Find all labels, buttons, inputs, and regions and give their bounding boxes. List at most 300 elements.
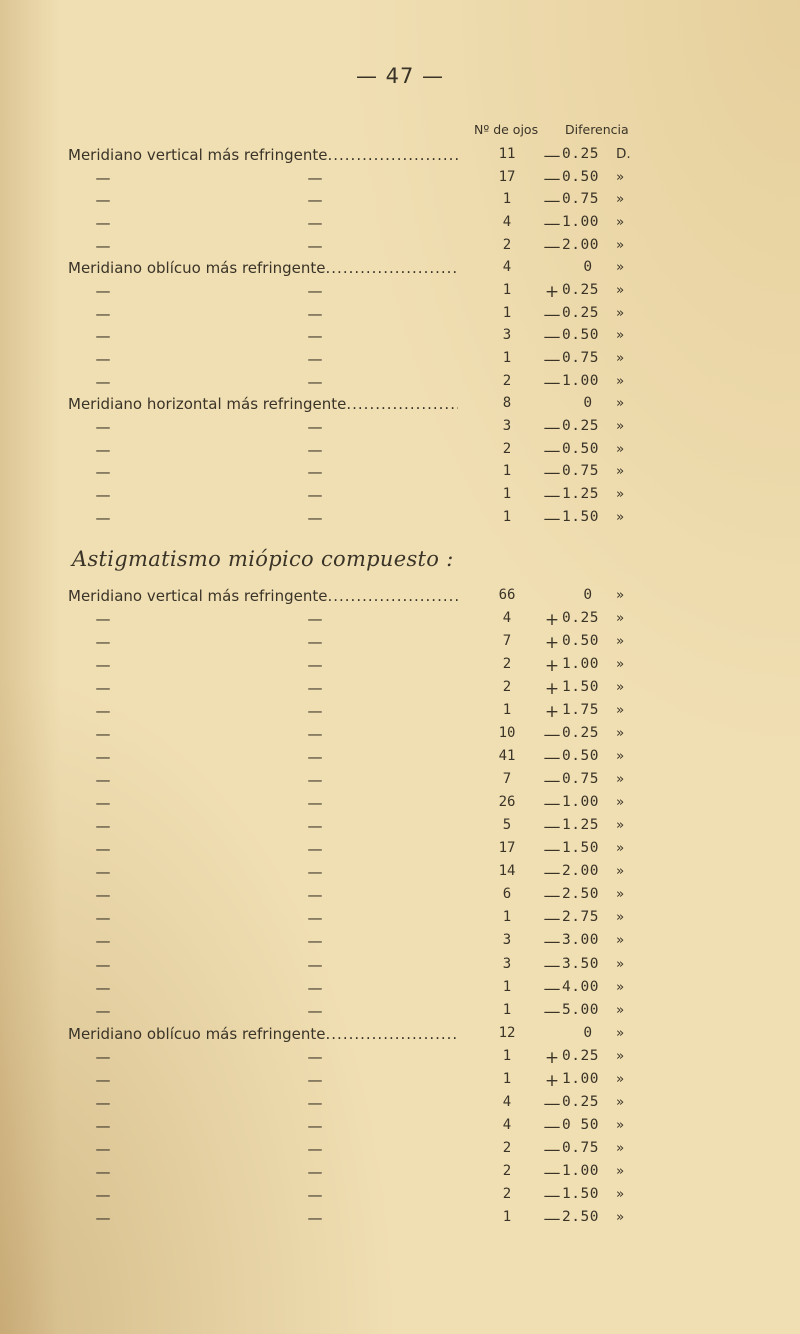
table-row	[0, 587, 800, 610]
ditto-mark: —	[95, 1116, 111, 1135]
table-compound	[0, 587, 800, 1232]
ditto-mark: —	[307, 748, 323, 767]
sign: —	[543, 463, 561, 484]
unit: »	[616, 863, 625, 880]
difference-value: 2.00	[562, 863, 599, 880]
difference-value: 1.00	[562, 372, 599, 389]
eye-count: 7	[502, 771, 512, 788]
difference-value: 0.25	[562, 304, 599, 321]
table-row	[0, 633, 800, 656]
eye-count: 1	[502, 485, 512, 502]
sign: —	[543, 349, 561, 370]
eye-count: 1	[502, 702, 512, 719]
row-label: Meridiano vertical más refringente .....	[68, 146, 458, 164]
table-row	[0, 1186, 800, 1209]
difference-value: 0	[583, 1024, 593, 1041]
table-row	[0, 679, 800, 702]
table-row	[0, 169, 800, 192]
ditto-mark: —	[307, 1116, 323, 1135]
unit: »	[616, 440, 625, 457]
unit: »	[616, 725, 625, 742]
ditto-mark: —	[307, 213, 323, 232]
sign: —	[543, 1208, 561, 1229]
sign: —	[543, 417, 561, 438]
eye-count: 2	[502, 440, 512, 457]
sign: +	[544, 702, 560, 723]
unit: »	[616, 748, 625, 765]
difference-value: 1.50	[562, 679, 599, 696]
table-row	[0, 509, 800, 532]
difference-value: 1.00	[562, 213, 599, 230]
ditto-mark: —	[307, 372, 323, 391]
unit: »	[616, 1162, 625, 1179]
unit: »	[616, 679, 625, 696]
ditto-mark: —	[95, 417, 111, 436]
eye-count: 2	[502, 1139, 512, 1156]
eye-count: 3	[502, 417, 512, 434]
sign: —	[543, 863, 561, 884]
unit: »	[616, 1047, 625, 1064]
ditto-mark: —	[307, 863, 323, 882]
eye-count: 4	[502, 213, 512, 230]
table-row	[0, 1094, 800, 1117]
difference-value: 0.75	[562, 463, 599, 480]
ditto-mark: —	[307, 304, 323, 323]
sign: —	[543, 327, 561, 348]
ditto-mark: —	[95, 1162, 111, 1181]
unit: »	[616, 485, 625, 502]
sign: —	[543, 1162, 561, 1183]
ditto-mark: —	[95, 610, 111, 629]
sign: —	[543, 794, 561, 815]
ditto-mark: —	[95, 191, 111, 210]
ditto-mark: —	[95, 1185, 111, 1204]
table-row	[0, 771, 800, 794]
unit: »	[616, 213, 625, 230]
header-eyes: Nº de ojos	[474, 122, 539, 137]
ditto-mark: —	[307, 679, 323, 698]
unit: »	[616, 1093, 625, 1110]
table-row	[0, 909, 800, 932]
difference-value: 2.75	[562, 909, 599, 926]
unit: »	[616, 610, 625, 627]
ditto-mark: —	[307, 1001, 323, 1020]
table-row	[0, 702, 800, 725]
difference-value: 0.50	[562, 633, 599, 650]
ditto-mark: —	[95, 281, 111, 300]
sign: —	[543, 191, 561, 212]
ditto-mark: —	[307, 1139, 323, 1158]
table-row	[0, 282, 800, 305]
eye-count: 2	[502, 1162, 512, 1179]
difference-value: 0.25	[562, 1047, 599, 1064]
ditto-mark: —	[95, 440, 111, 459]
unit: »	[616, 259, 625, 276]
unit: »	[616, 817, 625, 834]
ditto-mark: —	[307, 327, 323, 346]
sign: —	[543, 213, 561, 234]
page-number: — 47 —	[355, 64, 445, 88]
sign: —	[543, 725, 561, 746]
unit: »	[616, 349, 625, 366]
row-label: Meridiano horizontal más refringente .....	[68, 395, 458, 413]
sign: +	[544, 656, 560, 677]
ditto-mark: —	[95, 372, 111, 391]
ditto-mark: —	[307, 1162, 323, 1181]
unit: »	[616, 955, 625, 972]
ditto-mark: —	[307, 955, 323, 974]
difference-value: 0.25	[562, 417, 599, 434]
difference-value: 4.00	[562, 978, 599, 995]
ditto-mark: —	[307, 1208, 323, 1227]
ditto-mark: —	[95, 327, 111, 346]
difference-value: 0.25	[562, 610, 599, 627]
eye-count: 14	[498, 863, 516, 880]
sign: —	[543, 817, 561, 838]
ditto-mark: —	[307, 1185, 323, 1204]
table-row	[0, 656, 800, 679]
table-row	[0, 441, 800, 464]
ditto-mark: —	[95, 748, 111, 767]
difference-value: 0.75	[562, 191, 599, 208]
difference-value: 2.50	[562, 1208, 599, 1225]
difference-value: 0.75	[562, 1139, 599, 1156]
sign: +	[544, 679, 560, 700]
unit: »	[616, 1024, 625, 1041]
ditto-mark: —	[95, 978, 111, 997]
table-row	[0, 1048, 800, 1071]
sign: +	[544, 281, 560, 302]
difference-value: 1.75	[562, 702, 599, 719]
eye-count: 3	[502, 955, 512, 972]
unit: »	[616, 463, 625, 480]
sign: +	[544, 1047, 560, 1068]
difference-value: 3.00	[562, 932, 599, 949]
sign: —	[543, 955, 561, 976]
sign: +	[544, 610, 560, 631]
eye-count: 7	[502, 633, 512, 650]
difference-value: 1.25	[562, 485, 599, 502]
difference-value: 2.50	[562, 886, 599, 903]
row-label: Meridiano oblícuo más refringente .....	[68, 259, 458, 277]
ditto-mark: —	[95, 932, 111, 951]
difference-value: 1.50	[562, 1185, 599, 1202]
unit: »	[616, 508, 625, 525]
eye-count: 2	[502, 372, 512, 389]
eye-count: 1	[502, 508, 512, 525]
sign: —	[543, 1139, 561, 1160]
ditto-mark: —	[95, 771, 111, 790]
difference-value: 0.25	[562, 281, 599, 298]
table-row	[0, 1140, 800, 1163]
header-difference: Diferencia	[565, 122, 629, 137]
eye-count: 1	[502, 304, 512, 321]
eye-count: 1	[502, 1001, 512, 1018]
sign: —	[543, 771, 561, 792]
table-row	[0, 305, 800, 328]
ditto-mark: —	[95, 463, 111, 482]
unit: »	[616, 1070, 625, 1087]
ditto-mark: —	[95, 679, 111, 698]
eye-count: 1	[502, 281, 512, 298]
unit: »	[616, 304, 625, 321]
ditto-mark: —	[307, 1047, 323, 1066]
sign: —	[543, 508, 561, 529]
ditto-mark: —	[307, 840, 323, 859]
ditto-mark: —	[307, 1070, 323, 1089]
ditto-mark: —	[307, 463, 323, 482]
difference-value: 1.00	[562, 794, 599, 811]
table-simple	[0, 146, 800, 531]
table-row	[0, 146, 800, 169]
eye-count: 1	[502, 349, 512, 366]
difference-value: 1.00	[562, 1162, 599, 1179]
difference-value: 0.75	[562, 771, 599, 788]
ditto-mark: —	[307, 440, 323, 459]
eye-count: 1	[502, 1047, 512, 1064]
table-row	[0, 486, 800, 509]
table-row	[0, 1071, 800, 1094]
eye-count: 6	[502, 886, 512, 903]
ditto-mark: —	[95, 817, 111, 836]
unit: »	[616, 932, 625, 949]
sign: —	[543, 236, 561, 257]
ditto-mark: —	[95, 955, 111, 974]
table-row	[0, 214, 800, 237]
ditto-mark: —	[95, 886, 111, 905]
ditto-mark: —	[95, 1001, 111, 1020]
ditto-mark: —	[307, 702, 323, 721]
difference-value: 0.25	[562, 725, 599, 742]
unit: »	[616, 327, 625, 344]
eye-count: 2	[502, 236, 512, 253]
ditto-mark: —	[307, 508, 323, 527]
difference-value: 1.50	[562, 508, 599, 525]
ditto-mark: —	[95, 236, 111, 255]
difference-value: 0.75	[562, 349, 599, 366]
table-row	[0, 863, 800, 886]
table-row	[0, 1209, 800, 1232]
ditto-mark: —	[307, 725, 323, 744]
difference-value: 5.00	[562, 1001, 599, 1018]
sign: —	[543, 1093, 561, 1114]
eye-count: 4	[502, 1093, 512, 1110]
difference-value: 0.50	[562, 168, 599, 185]
ditto-mark: —	[307, 191, 323, 210]
sign: —	[543, 372, 561, 393]
unit: »	[616, 909, 625, 926]
unit: »	[616, 236, 625, 253]
row-label: Meridiano vertical más refringente .....	[68, 587, 458, 605]
difference-value: 0.50	[562, 440, 599, 457]
eye-count: 41	[498, 748, 516, 765]
table-row	[0, 956, 800, 979]
ditto-mark: —	[307, 656, 323, 675]
eye-count: 1	[502, 191, 512, 208]
table-row	[0, 237, 800, 260]
section-heading: Astigmatismo miópico compuesto :	[72, 547, 454, 571]
eye-count: 4	[502, 610, 512, 627]
ditto-mark: —	[307, 932, 323, 951]
difference-value: 2.00	[562, 236, 599, 253]
difference-value: 1.00	[562, 1070, 599, 1087]
sign: +	[544, 633, 560, 654]
ditto-mark: —	[95, 508, 111, 527]
ditto-mark: —	[307, 633, 323, 652]
eye-count: 3	[502, 327, 512, 344]
table-row	[0, 1163, 800, 1186]
ditto-mark: —	[95, 909, 111, 928]
unit: »	[616, 587, 625, 603]
ditto-mark: —	[307, 485, 323, 504]
ditto-mark: —	[307, 236, 323, 255]
ditto-mark: —	[307, 281, 323, 300]
table-row	[0, 418, 800, 441]
ditto-mark: —	[95, 702, 111, 721]
difference-value: 0	[583, 259, 593, 276]
ditto-mark: —	[307, 886, 323, 905]
sign: —	[543, 932, 561, 953]
difference-value: 0	[583, 587, 593, 603]
ditto-mark: —	[307, 610, 323, 629]
table-row	[0, 817, 800, 840]
unit: »	[616, 886, 625, 903]
table-row	[0, 840, 800, 863]
table-row	[0, 748, 800, 771]
table-row	[0, 463, 800, 486]
unit: »	[616, 168, 625, 185]
row-label: Meridiano oblícuo más refringente .....	[68, 1025, 458, 1043]
unit: »	[616, 771, 625, 788]
table-row	[0, 373, 800, 396]
table-row	[0, 725, 800, 748]
eye-count: 1	[502, 1070, 512, 1087]
sign: —	[543, 1001, 561, 1022]
sign: —	[543, 1185, 561, 1206]
unit: »	[616, 702, 625, 719]
ditto-mark: —	[95, 1070, 111, 1089]
ditto-mark: —	[95, 168, 111, 187]
difference-value: 0.50	[562, 748, 599, 765]
eye-count: 11	[498, 146, 516, 162]
sign: —	[543, 168, 561, 189]
difference-value: 1.25	[562, 817, 599, 834]
table-row	[0, 979, 800, 1002]
ditto-mark: —	[95, 304, 111, 323]
ditto-mark: —	[95, 633, 111, 652]
unit: »	[616, 978, 625, 995]
table-row	[0, 395, 800, 418]
unit: »	[616, 656, 625, 673]
ditto-mark: —	[95, 840, 111, 859]
eye-count: 2	[502, 656, 512, 673]
difference-value: 0.50	[562, 327, 599, 344]
ditto-mark: —	[307, 909, 323, 928]
sign: —	[543, 1116, 561, 1137]
eye-count: 10	[498, 725, 516, 742]
table-row	[0, 1117, 800, 1140]
difference-value: 1.50	[562, 840, 599, 857]
eye-count: 1	[502, 909, 512, 926]
sign: —	[543, 304, 561, 325]
sign: —	[543, 440, 561, 461]
ditto-mark: —	[95, 794, 111, 813]
ditto-mark: —	[95, 485, 111, 504]
eye-count: 8	[502, 395, 512, 412]
eye-count: 17	[498, 840, 516, 857]
sign: —	[543, 886, 561, 907]
difference-value: 0	[583, 395, 593, 412]
ditto-mark: —	[307, 417, 323, 436]
unit: »	[616, 191, 625, 208]
unit: »	[616, 840, 625, 857]
sign: —	[543, 909, 561, 930]
unit: »	[616, 1116, 625, 1133]
table-row	[0, 259, 800, 282]
unit: »	[616, 633, 625, 650]
unit: »	[616, 1139, 625, 1156]
ditto-mark: —	[307, 978, 323, 997]
eye-count: 4	[502, 259, 512, 276]
difference-value: 1.00	[562, 656, 599, 673]
table-row	[0, 327, 800, 350]
table-row	[0, 932, 800, 955]
sign: —	[543, 748, 561, 769]
ditto-mark: —	[95, 656, 111, 675]
eye-count: 26	[498, 794, 516, 811]
ditto-mark: —	[307, 794, 323, 813]
ditto-mark: —	[95, 349, 111, 368]
unit: »	[616, 417, 625, 434]
unit: »	[616, 1001, 625, 1018]
table-row	[0, 610, 800, 633]
unit: D.	[616, 146, 631, 162]
ditto-mark: —	[307, 771, 323, 790]
eye-count: 12	[498, 1024, 516, 1041]
ditto-mark: —	[95, 725, 111, 744]
table-row	[0, 886, 800, 909]
eye-count: 4	[502, 1116, 512, 1133]
ditto-mark: —	[95, 1139, 111, 1158]
eye-count: 3	[502, 932, 512, 949]
difference-value: 0 50	[562, 1116, 599, 1133]
eye-count: 1	[502, 978, 512, 995]
difference-value: 0.25	[562, 146, 599, 162]
sign: —	[543, 146, 561, 166]
sign: —	[543, 485, 561, 506]
sign: —	[543, 978, 561, 999]
unit: »	[616, 1185, 625, 1202]
table-row	[0, 1025, 800, 1048]
unit: »	[616, 372, 625, 389]
eye-count: 5	[502, 817, 512, 834]
unit: »	[616, 1208, 625, 1225]
ditto-mark: —	[307, 1093, 323, 1112]
difference-value: 3.50	[562, 955, 599, 972]
sign: —	[543, 840, 561, 861]
eye-count: 2	[502, 679, 512, 696]
table-row	[0, 794, 800, 817]
ditto-mark: —	[95, 863, 111, 882]
ditto-mark: —	[307, 817, 323, 836]
eye-count: 1	[502, 1208, 512, 1225]
ditto-mark: —	[95, 1208, 111, 1227]
sign: +	[544, 1070, 560, 1091]
eye-count: 17	[498, 168, 516, 185]
eye-count: 2	[502, 1185, 512, 1202]
ditto-mark: —	[95, 1093, 111, 1112]
difference-value: 0.25	[562, 1093, 599, 1110]
